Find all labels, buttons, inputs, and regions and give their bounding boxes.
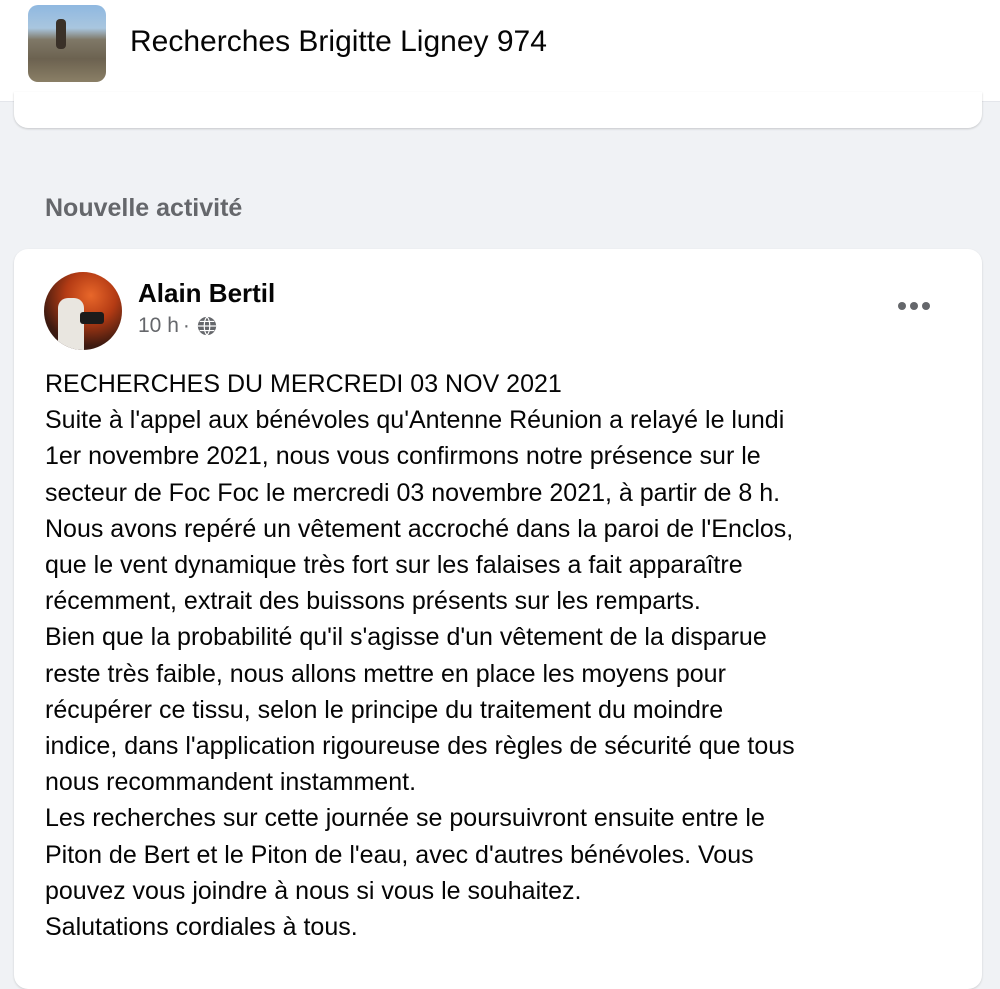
post-text-line: Piton de Bert et le Piton de l'eau, avec d'autres bénévoles. Vous — [45, 840, 754, 869]
post-author-name[interactable]: Alain Bertil — [138, 278, 276, 308]
post-text-line: secteur de Foc Foc le mercredi 03 novembre 2021, à partir de 8 h. — [45, 478, 781, 507]
more-dot — [922, 302, 930, 310]
post-timestamp[interactable]: 10 h — [138, 314, 179, 337]
post-text-line: Suite à l'appel aux bénévoles qu'Antenne Réunion a relayé le lundi — [45, 406, 785, 435]
post-text-line: RECHERCHES DU MERCREDI 03 NOV 2021 — [45, 370, 562, 398]
group-cover-person — [56, 19, 66, 49]
post-text-line: indice, dans l'application rigoureuse des règles de sécurité que tous — [45, 732, 795, 761]
group-cover-thumbnail[interactable] — [28, 5, 106, 82]
post-text-line: Bien que la probabilité qu'il s'agisse d'un vêtement de la disparue — [45, 623, 767, 652]
author-avatar[interactable] — [44, 272, 122, 350]
post-meta — [138, 314, 218, 338]
post-body — [45, 366, 965, 945]
more-dot — [898, 302, 906, 310]
meta-separator: · — [182, 314, 190, 337]
section-label: Nouvelle activité — [45, 194, 243, 222]
group-title[interactable]: Recherches Brigitte Ligney 974 — [130, 25, 547, 58]
avatar-camera — [80, 312, 104, 324]
post-text-line: pouvez vous joindre à nous si vous le souhaitez. — [45, 876, 582, 905]
post-text-line: récupérer ce tissu, selon le principe du traitement du moindre — [45, 695, 724, 724]
post-text-line: que le vent dynamique très fort sur les falaises a fait apparaître — [45, 551, 743, 580]
post-text-line: nous recommandent instamment. — [45, 768, 417, 797]
globe-icon[interactable] — [196, 315, 218, 337]
group-header — [0, 0, 1000, 102]
post-text-line: récemment, extrait des buissons présents sur les remparts. — [45, 587, 701, 616]
post-text-line: reste très faible, nous allons mettre en place les moyens pour — [45, 659, 726, 688]
post-text-line: Salutations cordiales à tous. — [45, 913, 358, 942]
post-text-line: Nous avons repéré un vêtement accroché dans la paroi de l'Enclos, — [45, 514, 794, 543]
more-dot — [910, 302, 918, 310]
previous-card — [14, 92, 982, 128]
post-text-line: Les recherches sur cette journée se poursuivront ensuite entre le — [45, 804, 765, 833]
post-text-line: 1er novembre 2021, nous vous confirmons notre présence sur le — [45, 442, 761, 471]
more-options-icon[interactable] — [894, 296, 934, 316]
avatar-figure — [58, 298, 84, 350]
